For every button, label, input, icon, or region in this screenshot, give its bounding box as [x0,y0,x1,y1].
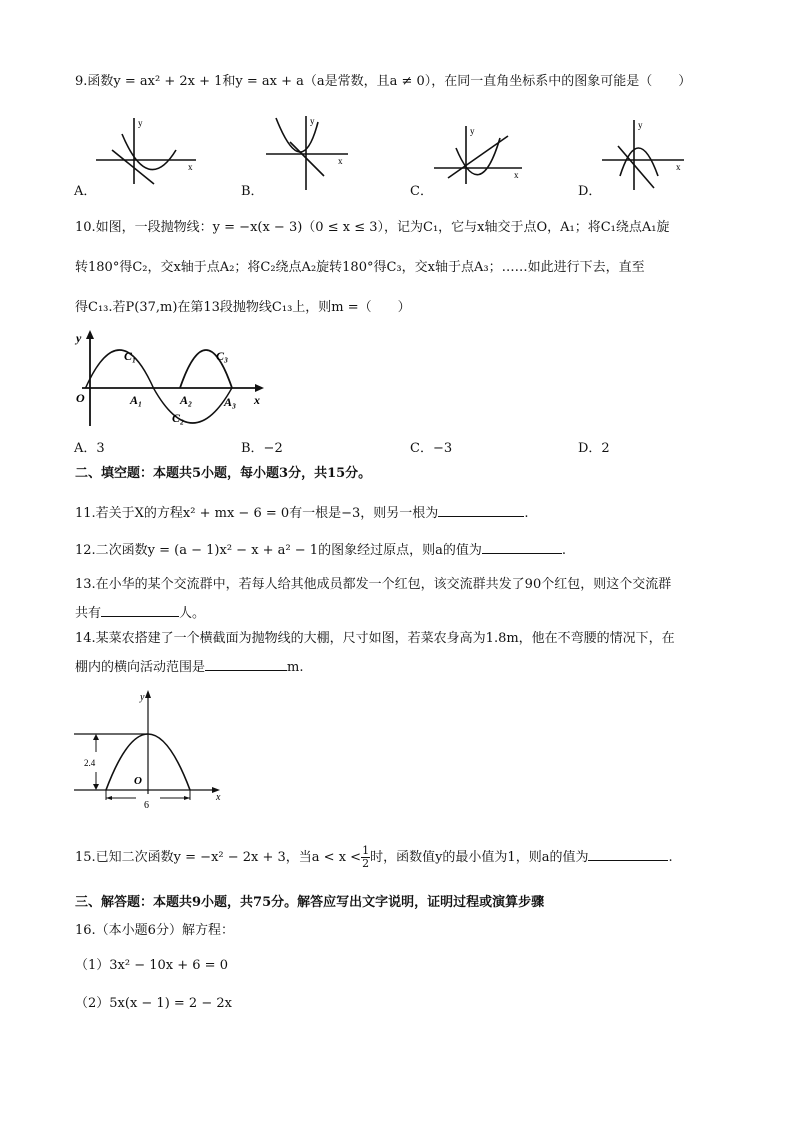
q14-fig-o: O [134,775,142,787]
svg-text:y: y [138,118,143,128]
q16-title: 16.（本小题6分）解方程： [75,923,234,938]
q9-graph-c [430,122,526,186]
q10-fig-a2: A₂ [180,393,193,407]
q10-option-d: D．2 [578,441,610,456]
q13-text: 共有 [75,606,102,621]
q15-frac-num: 1 [362,844,370,857]
q9-graph-b [262,112,352,192]
q14-line-1: 14.某菜农搭建了一个横截面为抛物线的大棚，尺寸如图，若菜农身高为1.8m，他在不弯腰的情况下，在 [75,631,675,646]
q15-text: 15.已知二次函数y = −x² − 2x + 3，当a < x < [75,850,362,865]
q10-option-b: B．−2 [241,441,283,456]
q14-end: m. [287,660,304,675]
q10-line-3: 得C₁₃.若P(37,m)在第13段抛物线C₁₃上，则m =（ ） [75,300,411,315]
section-3-heading: 三、解答题：本题共9小题，共75分。解答应写出文字说明，证明过程或演算步骤 [75,895,545,910]
q15-text-2: 时，函数值y的最小值为1，则a的值为 [370,850,589,865]
svg-text:y: y [470,126,475,136]
q9-option-c: C． [410,184,433,199]
q14-text: 棚内的横向活动范围是 [75,660,206,675]
q11-text: 11.若关于X的方程x² + mx − 6 = 0有一根是−3，则另一根为 [75,506,439,521]
q10-option-a: A．3 [74,441,105,456]
q10-line-2: 转180°得C₂，交x轴于点A₂；将C₂绕点A₂旋转180°得C₃，交x轴于点A₃；……如此进行下去，直至 [75,260,645,275]
svg-text:x: x [676,162,681,172]
q16-part-1: （1）3x² − 10x + 6 = 0 [75,958,228,973]
q10-fig-o: O [76,391,85,405]
q10-fig-c2: C₂ [172,411,185,425]
q14-fig-width: 6 [144,800,149,810]
q13-line-1: 13.在小华的某个交流群中，若每人给其他成员都发一个红包，该交流群共发了90个红包，则这个交流群 [75,577,672,592]
q9-text: 9.函数y = ax² + 2x + 1和y = ax + a（a是常数，且a ≠ 0），在同一直角坐标系中的图象可能是（ ） [75,74,692,89]
q11 [75,502,528,524]
q13-answer-blank[interactable] [101,602,179,617]
q15-fraction [361,845,370,870]
svg-text:x: x [338,156,343,166]
svg-text:x: x [188,162,193,172]
svg-text:x: x [514,170,519,180]
section-2-heading: 二、填空题：本题共5小题，每小题3分，共15分。 [75,466,372,481]
q15-answer-blank[interactable] [588,846,668,861]
q10-fig-c3: C₃ [216,349,229,363]
svg-text:y: y [310,116,315,126]
q12 [75,539,566,561]
q11-answer-blank[interactable] [438,502,524,517]
q12-answer-blank[interactable] [482,539,562,554]
q14-fig-y: y [140,692,145,703]
q15-end: . [668,850,673,865]
q14-fig-x: x [216,792,221,803]
q15-frac-den: 2 [362,857,370,870]
q9-graph-d [598,116,688,192]
q10-fig-y: y [76,331,82,345]
q10-line-1: 10.如图，一段抛物线：y = −x(x − 3)（0 ≤ x ≤ 3），记为C₁，它与x轴交于点O，A₁；将C₁绕点A₁旋 [75,220,670,235]
q9-option-d: D． [578,184,602,199]
q14-answer-blank[interactable] [205,656,287,671]
q12-end: . [561,543,566,558]
q12-text: 12.二次函数y = (a − 1)x² − x + a² − 1的图象经过原点，则a的值为 [75,543,482,558]
q10-fig-a3: A₃ [224,395,237,409]
q11-end: . [524,506,529,521]
q15 [75,842,673,874]
q10-fig-c1: C₁ [124,349,137,363]
q10-figure [72,330,272,430]
q14-fig-height: 2.4 [84,758,96,768]
q10-fig-x: x [254,393,260,407]
q10-fig-a1: A₁ [130,393,143,407]
q14-line-2 [75,656,303,678]
q16-part-2: （2）5x(x − 1) = 2 − 2x [75,996,232,1011]
q9-option-b: B． [241,184,264,199]
q9-option-a: A． [74,184,97,199]
q10-option-c: C．−3 [410,441,453,456]
svg-text:y: y [638,120,643,130]
q13-line-2 [75,602,205,624]
q14-figure [70,686,230,810]
q9-graph-a [92,114,202,186]
q13-end: 人。 [179,606,206,621]
